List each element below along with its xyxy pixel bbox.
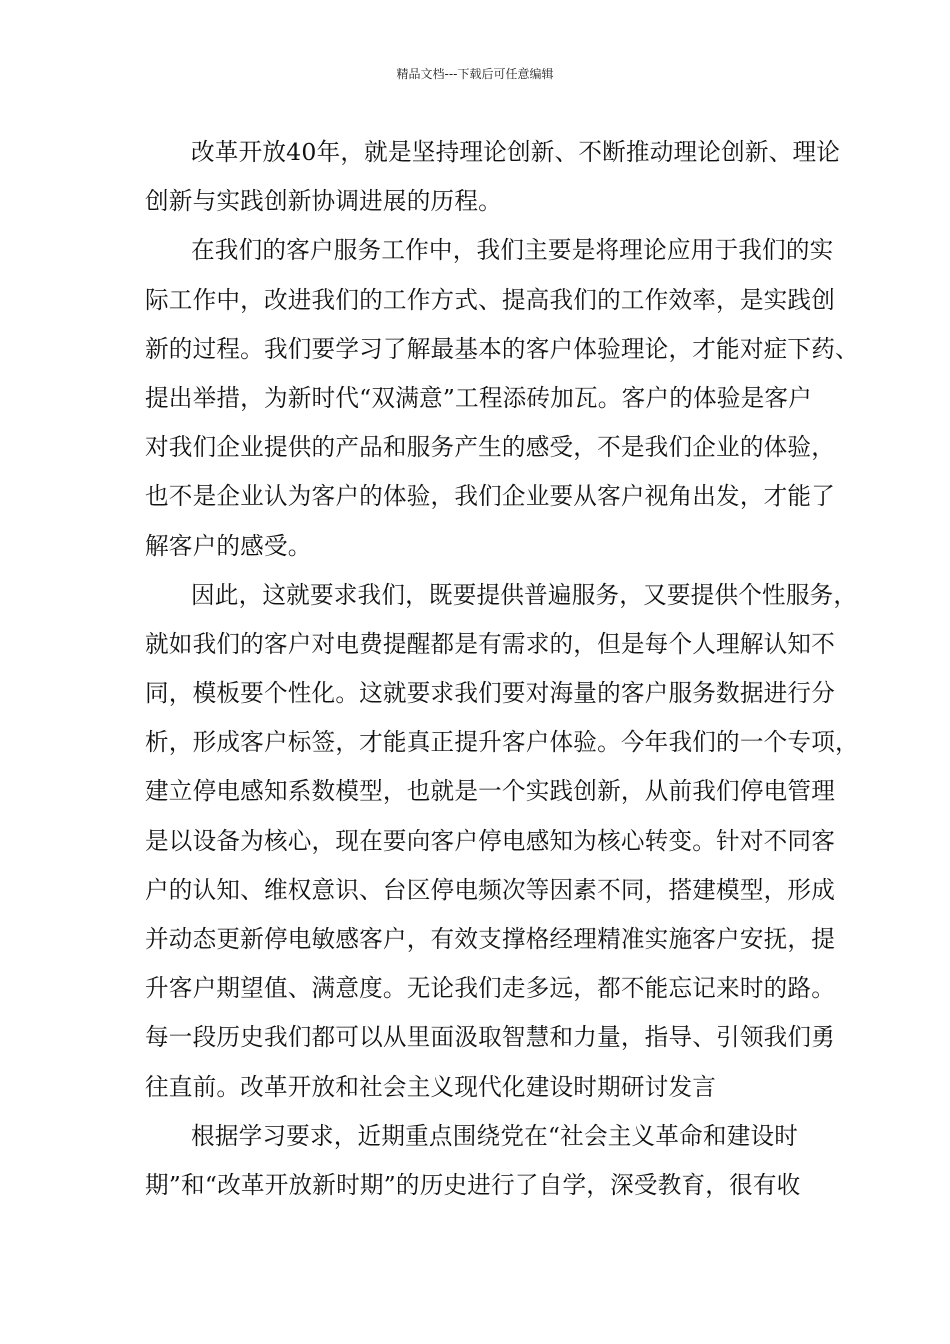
paragraph-line: 是以设备为核心，现在要向客户停电感知为核心转变。针对不同客 (145, 826, 836, 855)
paragraph-line: 新的过程。我们要学习了解最基本的客户体验理论，才能对症下药、 (145, 334, 859, 363)
document-body (145, 134, 859, 1216)
paragraph-line: 升客户期望值、满意度。无论我们走多远，都不能忘记来时的路。 (145, 974, 836, 1003)
paragraph-line: 析，形成客户标签，才能真正提升客户体验。今年我们的一个专项， (145, 728, 859, 757)
paragraph-line: 也不是企业认为客户的体验，我们企业要从客户视角出发，才能了 (145, 482, 836, 511)
paragraph-line: 提出举措，为新时代“双满意”工程添砖加瓦。客户的体验是客户 (145, 383, 812, 412)
paragraph-line: 改革开放40年，就是坚持理论创新、不断推动理论创新、理论 (191, 138, 841, 166)
paragraph-line: 对我们企业提供的产品和服务产生的感受，不是我们企业的体验， (145, 433, 836, 462)
paragraph-line: 同，模板要个性化。这就要求我们要对海量的客户服务数据进行分 (145, 679, 836, 708)
paragraph-line: 解客户的感受。 (145, 531, 312, 560)
paragraph-line: 根据学习要求，近期重点围绕党在“社会主义革命和建设时 (191, 1121, 799, 1150)
paragraph-line: 创新与实践创新协调进展的历程。 (145, 187, 502, 216)
paragraph-line: 建立停电感知系数模型，也就是一个实践创新，从前我们停电管理 (145, 777, 836, 806)
paragraph-line: 往直前。改革开放和社会主义现代化建设时期研讨发言 (145, 1072, 717, 1101)
page-header: 精品文档---下载后可任意编辑 (396, 67, 554, 81)
paragraph-line: 每一段历史我们都可以从里面汲取智慧和力量，指导、引领我们勇 (145, 1023, 836, 1052)
paragraph-line: 就如我们的客户对电费提醒都是有需求的，但是每个人理解认知不 (145, 629, 836, 658)
paragraph-line: 户的认知、维权意识、台区停电频次等因素不同，搭建模型，形成 (145, 875, 836, 904)
paragraph-line: 并动态更新停电敏感客户，有效支撑格经理精准实施客户安抚，提 (145, 925, 836, 953)
paragraph-line: 际工作中，改进我们的工作方式、提高我们的工作效率，是实践创 (145, 285, 836, 314)
paragraph-line: 在我们的客户服务工作中，我们主要是将理论应用于我们的实 (191, 236, 834, 265)
paragraph-line: 因此，这就要求我们，既要提供普遍服务，又要提供个性服务， (191, 580, 858, 609)
paragraph-line: 期”和“改革开放新时期”的历史进行了自学，深受教育，很有收 (145, 1170, 801, 1199)
